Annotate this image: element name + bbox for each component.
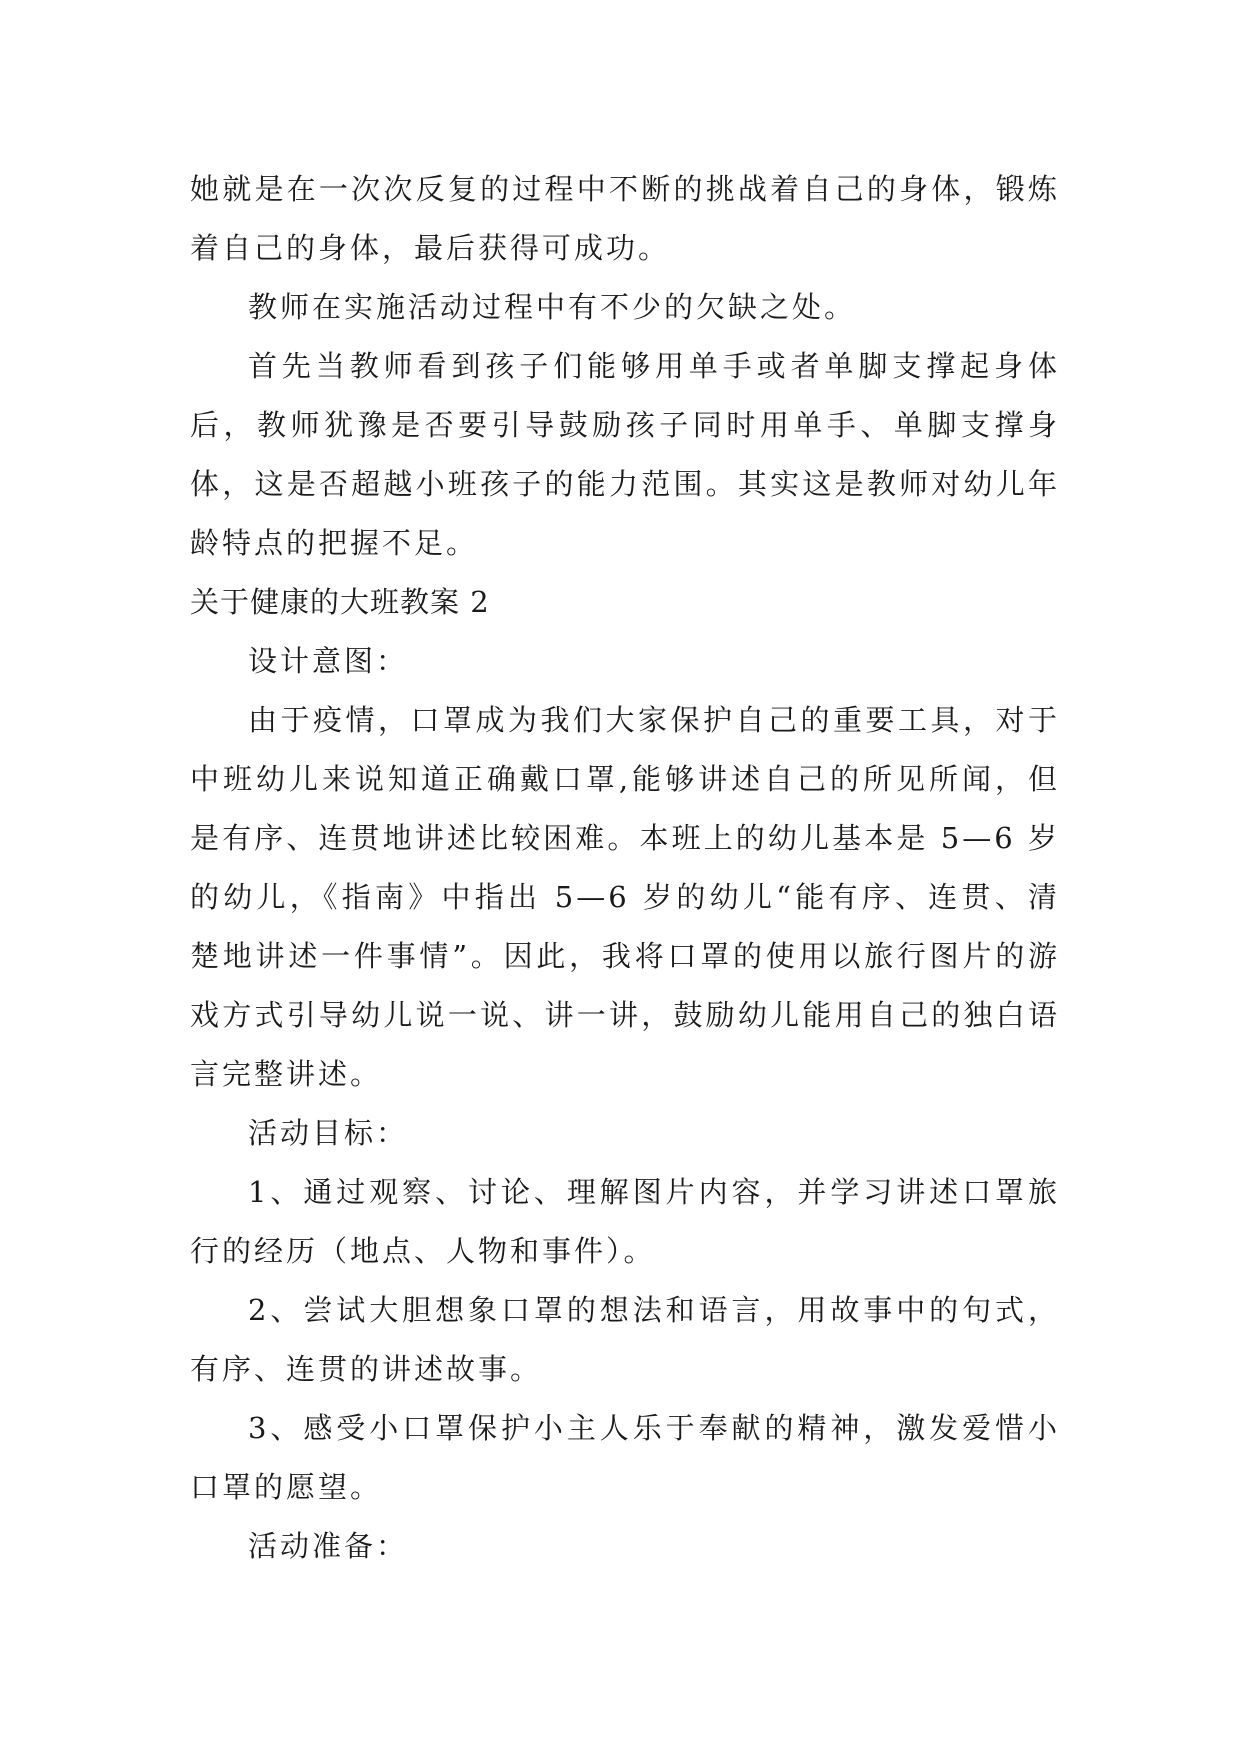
paragraph: 3、感受小口罩保护小主人乐于奉献的精神，激发爱惜小口罩的愿望。 <box>190 1411 1060 1504</box>
paragraph: 由于疫情，口罩成为我们大家保护自己的重要工具，对于中班幼儿来说知道正确戴口罩,能够讲述自己的所见所闻，但是有序、连贯地讲述比较困难。本班上的幼儿基本是 5—6 岁的幼儿，《指南》中指出 5—6 岁的幼儿“能有序、连贯、清楚地讲述一件事情”。因此，我将口罩的使用以旅行图片的游戏方式引导幼儿说一说、讲一讲，鼓励幼儿能用自己的独白语言完整讲述。 <box>190 703 1060 1091</box>
paragraph: 设计意图： <box>248 644 409 678</box>
paragraph: 1、通过观察、讨论、理解图片内容，并学习讲述口罩旅行的经历（地点、人物和事件）。 <box>190 1175 1060 1268</box>
paragraph: 活动目标： <box>248 1116 409 1150</box>
section-title: 关于健康的大班教案 2 <box>190 585 490 619</box>
paragraph: 活动准备： <box>248 1529 409 1563</box>
paragraph: 教师在实施活动过程中有不少的欠缺之处。 <box>248 290 857 324</box>
document-body <box>190 160 1060 1576</box>
paragraph: 首先当教师看到孩子们能够用单手或者单脚支撑起身体后，教师犹豫是否要引导鼓励孩子同时用单手、单脚支撑身体，这是否超越小班孩子的能力范围。其实这是教师对幼儿年龄特点的把握不足。 <box>190 349 1060 560</box>
paragraph: 2、尝试大胆想象口罩的想法和语言，用故事中的句式，有序、连贯的讲述故事。 <box>190 1293 1060 1386</box>
paragraph: 她就是在一次次反复的过程中不断的挑战着自己的身体，锻炼着自己的身体，最后获得可成功。 <box>190 172 1060 265</box>
